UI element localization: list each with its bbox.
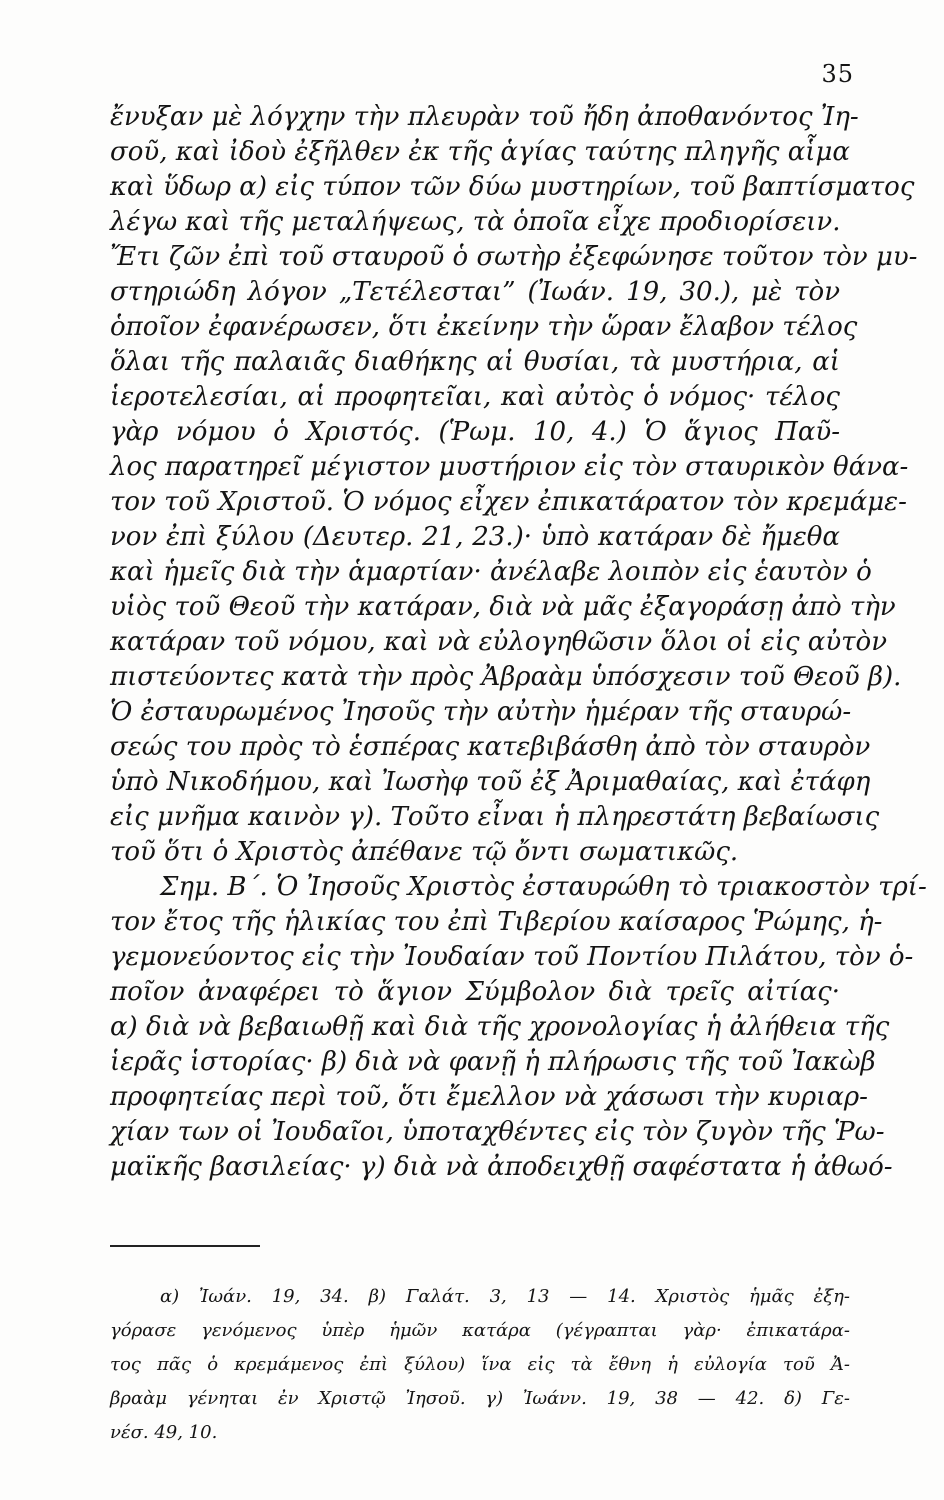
main-text-block <box>110 100 927 1185</box>
body-line: λος παρατηρεῖ μέγιστον μυστήριον εἰς τὸν σταυρικὸν θάνα- <box>110 452 909 482</box>
body-line: ἱερᾶς ἱστορίας· β) διὰ νὰ φανῇ ἡ πλήρωσις τῆς τοῦ Ἰακὼβ <box>110 1047 876 1077</box>
footnote-line: βραὰμ γένηται ἐν Χριστῷ Ἰησοῦ. γ) Ἰωάνν. 19, 38 — 42. δ) Γε- <box>110 1388 850 1409</box>
page-number: 35 <box>821 60 854 88</box>
footnote-line: γόρασε γενόμενος ὑπὲρ ἡμῶν κατάρα (γέγραπται γὰρ· ἐπικατάρα- <box>110 1320 850 1341</box>
body-line: χίαν των οἱ Ἰουδαῖοι, ὑποταχθέντες εἰς τὸν ζυγὸν τῆς Ῥω- <box>110 1117 885 1147</box>
body-line: γεμονεύοντος εἰς τὴν Ἰουδαίαν τοῦ Ποντίου Πιλάτου, τὸν ὁ- <box>110 942 914 972</box>
body-line: γὰρ νόμου ὁ Χριστός. (Ῥωμ. 10, 4.) Ὁ ἅγιος Παῦ- <box>110 417 840 447</box>
body-line: στηριώδη λόγον „Τετέλεσται” (Ἰωάν. 19, 30.), μὲ τὸν <box>110 277 840 307</box>
section-heading-line: Σημ. Β΄. Ὁ Ἰησοῦς Χριστὸς ἐσταυρώθη τὸ τριακοστὸν τρί- <box>160 872 927 902</box>
body-line: ὅλαι τῆς παλαιᾶς διαθήκης αἱ θυσίαι, τὰ μυστήρια, αἱ <box>110 347 840 377</box>
footnote-divider <box>110 1245 260 1247</box>
body-line: α) διὰ νὰ βεβαιωθῇ καὶ διὰ τῆς χρονολογίας ἡ ἀλήθεια τῆς <box>110 1012 890 1042</box>
body-line: ἔνυξαν μὲ λόγχην τὴν πλευρὰν τοῦ ἤδη ἀποθανόντος Ἰη- <box>110 102 859 132</box>
footnote-line: νέσ. 49, 10. <box>110 1422 218 1443</box>
body-line: προφητείας περὶ τοῦ, ὅτι ἔμελλον νὰ χάσωσι τὴν κυριαρ- <box>110 1082 868 1112</box>
body-line: σεώς του πρὸς τὸ ἑσπέρας κατεβιβάσθη ἀπὸ τὸν σταυρὸν <box>110 732 871 762</box>
body-line: κατάραν τοῦ νόμου, καὶ νὰ εὐλογηθῶσιν ὅλοι οἱ εἰς αὐτὸν <box>110 627 888 657</box>
body-line: σοῦ, καὶ ἰδοὺ ἐξῆλθεν ἐκ τῆς ἁγίας ταύτης πληγῆς αἷμα <box>110 137 850 167</box>
body-line: υἱὸς τοῦ Θεοῦ τὴν κατάραν, διὰ νὰ μᾶς ἐξαγοράσῃ ἀπὸ τὴν <box>110 592 896 622</box>
body-line: πιστεύοντες κατὰ τὴν πρὸς Ἀβραὰμ ὑπόσχεσιν τοῦ Θεοῦ β). <box>110 662 902 692</box>
footnote-line: τος πᾶς ὁ κρεμάμενος ἐπὶ ξύλου) ἵνα εἰς τὰ ἔθνη ἡ εὐλογία τοῦ Ἀ- <box>110 1354 850 1375</box>
body-line: καὶ ἡμεῖς διὰ τὴν ἁμαρτίαν· ἀνέλαβε λοιπὸν εἰς ἑαυτὸν ὁ <box>110 557 872 587</box>
body-line: ὑπὸ Νικοδήμου, καὶ Ἰωσὴφ τοῦ ἐξ Ἀριμαθαίας, καὶ ἐτάφη <box>110 767 871 797</box>
body-line: Ὁ ἐσταυρωμένος Ἰησοῦς τὴν αὐτὴν ἡμέραν τῆς σταυρώ- <box>110 697 852 727</box>
body-line: εἰς μνῆμα καινὸν γ). Τοῦτο εἶναι ἡ πληρεστάτη βεβαίωσις <box>110 802 880 832</box>
body-line: ἱεροτελεσίαι, αἱ προφητεῖαι, καὶ αὐτὸς ὁ νόμος· τέλος <box>110 382 840 412</box>
footnote-line: α) Ἰωάν. 19, 34. β) Γαλάτ. 3, 13 — 14. Χριστὸς ἡμᾶς ἐξη- <box>160 1286 850 1307</box>
body-line: νον ἐπὶ ξύλου (Δευτερ. 21, 23.)· ὑπὸ κατάραν δὲ ἤμεθα <box>110 522 840 552</box>
body-line: τον τοῦ Χριστοῦ. Ὁ νόμος εἶχεν ἐπικατάρατον τὸν κρεμάμε- <box>110 487 907 517</box>
body-line: Ἔτι ζῶν ἐπὶ τοῦ σταυροῦ ὁ σωτὴρ ἐξεφώνησε τοῦτον τὸν μυ- <box>110 242 918 272</box>
body-line: ὁποῖον ἐφανέρωσεν, ὅτι ἐκείνην τὴν ὥραν ἔλαβον τέλος <box>110 312 858 342</box>
body-line: τοῦ ὅτι ὁ Χριστὸς ἀπέθανε τῷ ὄντι σωματικῶς. <box>110 837 739 867</box>
footnotes-block <box>110 1280 850 1450</box>
body-line: τον ἔτος τῆς ἡλικίας του ἐπὶ Τιβερίου καίσαρος Ῥώμης, ἡ- <box>110 907 883 937</box>
body-line: μαϊκῆς βασιλείας· γ) διὰ νὰ ἀποδειχθῇ σαφέστατα ἡ ἀθωό- <box>110 1152 893 1182</box>
body-line: ποῖον ἀναφέρει τὸ ἅγιον Σύμβολον διὰ τρεῖς αἰτίας· <box>110 977 840 1007</box>
body-line: καὶ ὕδωρ α) εἰς τύπον τῶν δύω μυστηρίων, τοῦ βαπτίσματος <box>110 172 915 202</box>
body-line: λέγω καὶ τῆς μεταλήψεως, τὰ ὁποῖα εἶχε προδιορίσειν. <box>110 207 841 237</box>
